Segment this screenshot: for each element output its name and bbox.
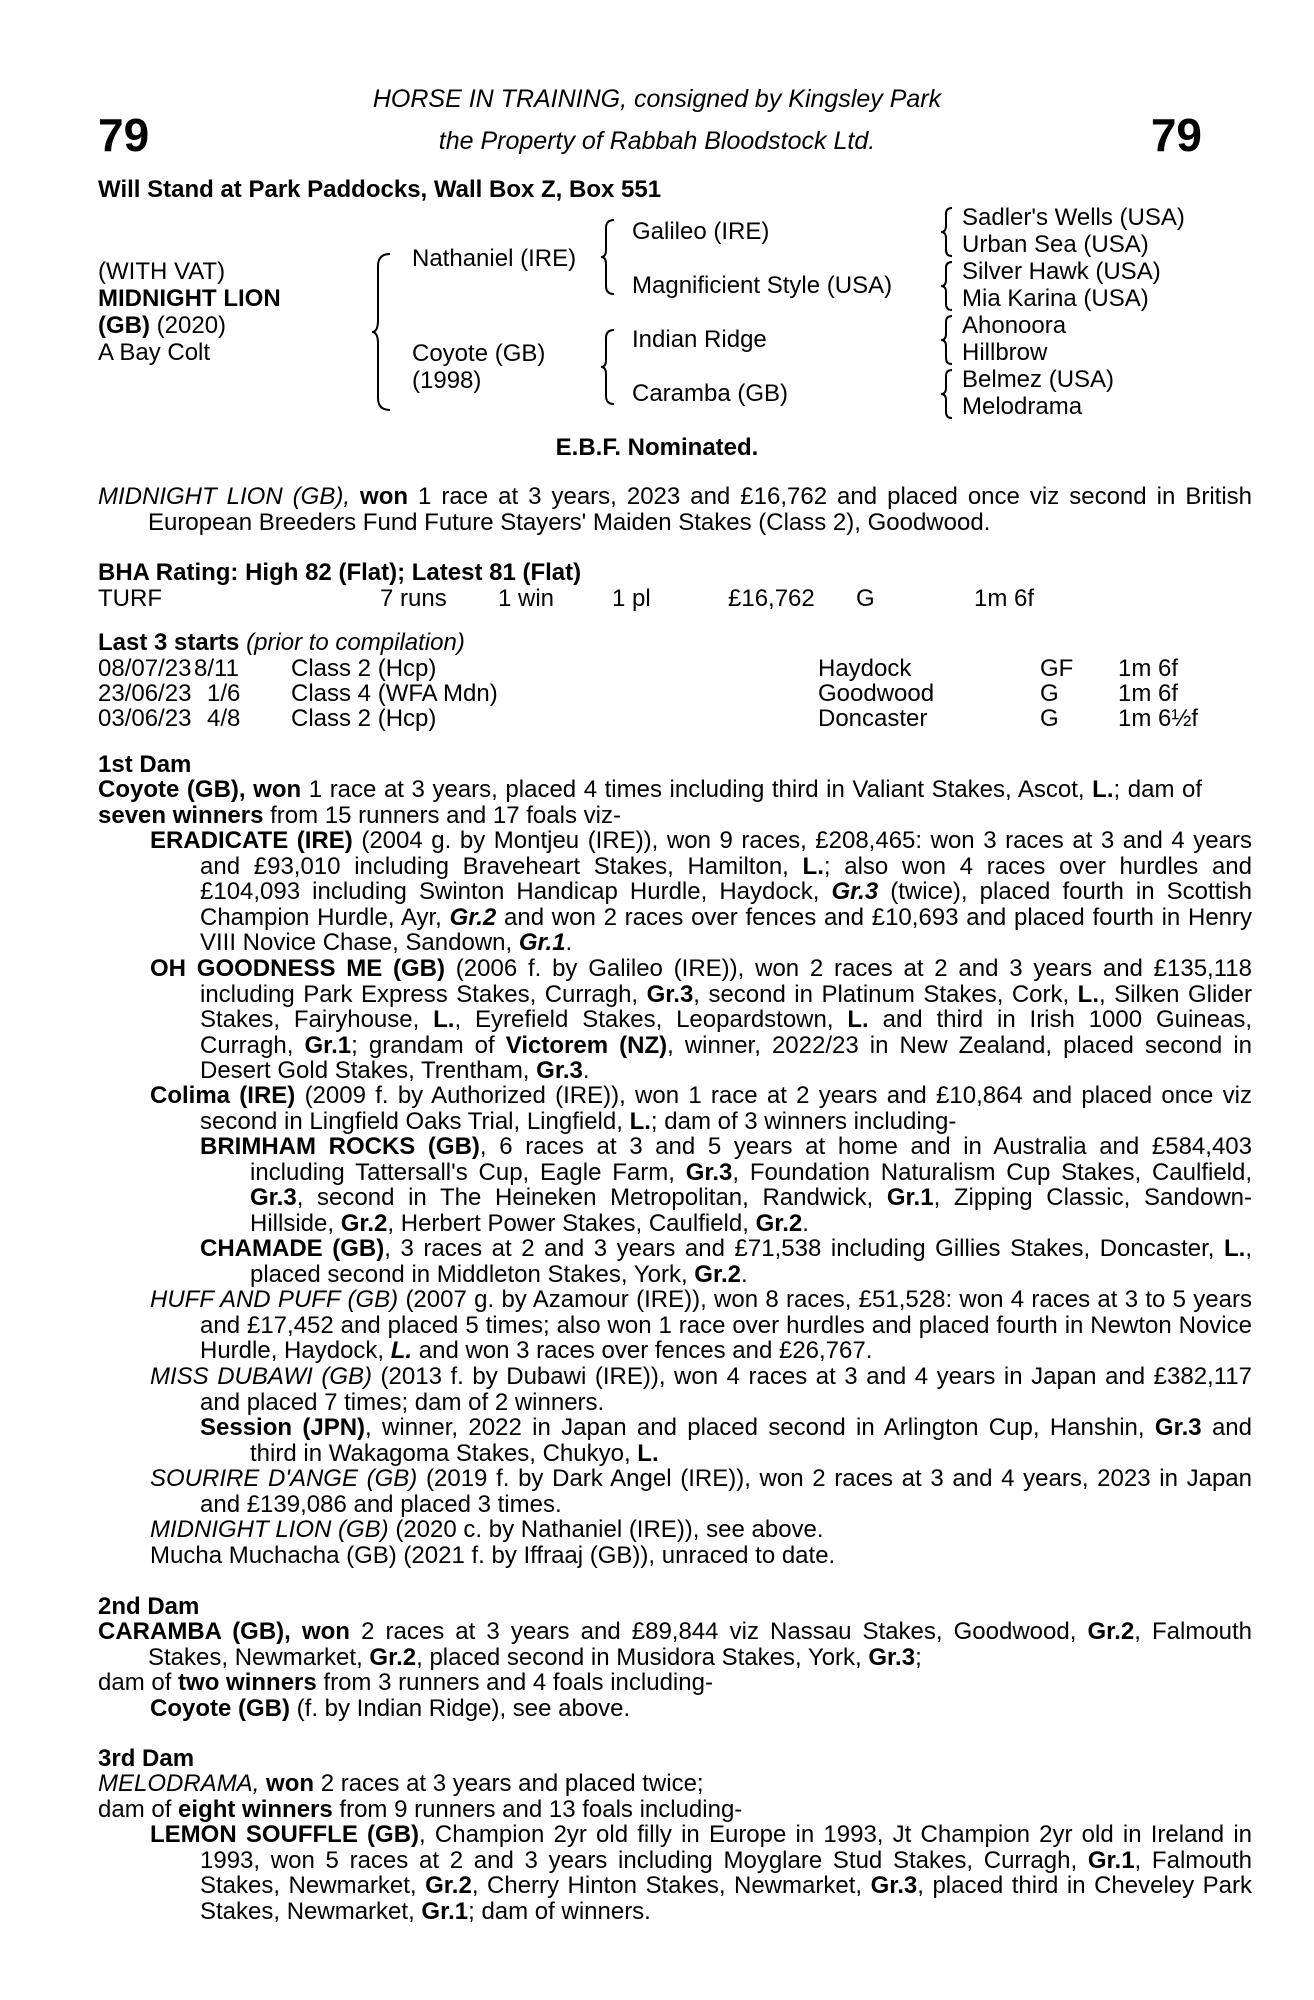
consignor-line: HORSE IN TRAINING, consigned by Kingsley Park (372, 85, 942, 113)
progeny-oh-goodness-me: OH GOODNESS ME (GB) (2006 f. by Galileo (IRE)), won 2 races at 2 and 3 years and £135,118 including Park Express Stakes, Curragh, Gr.3, second in Platinum Stakes, Cork, L., Silken Glider Stakes, Fairyhouse, L., Eyrefield Stakes, Leopardstown, L. and third in Irish 1000 Guineas, Curragh, Gr.1; grandam of Victorem (NZ), winner, 2022/23 in New Zealand, placed second in Desert Gold Stakes, Trentham, Gr.3. (150, 955, 1253, 1084)
bha-rating-title: BHA Rating: High 82 (Flat); Latest 81 (Flat) (98, 559, 582, 586)
ancestor-6: Hillbrow (962, 339, 1048, 366)
sire-sire: Galileo (IRE) (632, 218, 770, 245)
progeny-midnight-lion: MIDNIGHT LION (GB) (2020 c. by Nathaniel (IRE)), see above. (150, 1516, 824, 1543)
first-dam-text: Coyote (GB), won 1 race at 3 years, placed 4 times including third in Valiant Stakes, Ascot, L.; dam of seven winners from 15 runners and 17 foals viz- (98, 776, 1203, 829)
brace-g2 (940, 260, 954, 312)
turf-record: TURF 7 runs 1 win 1 pl £16,762 G 1m 6f (98, 585, 1035, 612)
progeny-huff-and-puff: HUFF AND PUFF (GB) (2007 g. by Azamour (IRE)), won 8 races, £51,528: won 4 races at 3 to 5 years and £17,452 and placed 5 times; also won 1 race over hurdles and placed fourth in Newton Novice Hurdle, Haydock, L. and won 3 races over fences and £26,767. (150, 1286, 1252, 1364)
brace-sire (600, 218, 616, 296)
grandprogeny-brimham-rocks: BRIMHAM ROCKS (GB), 6 races at 3 and 5 years at home and in Australia and £584,403 including Tattersall's Cup, Eagle Farm, Gr.3, Foundation Naturalism Cup Stakes, Caulfield, Gr.3, second in The Heineken Metropolitan, Randwick, Gr.1, Zipping Classic, Sandown-Hillside, Gr.2, Herbert Power Stakes, Caulfield, Gr.2. (200, 1133, 1253, 1237)
brace-g4 (940, 368, 954, 420)
progeny-miss-dubawi: MISS DUBAWI (GB) (2013 f. by Dubawi (IRE)), won 4 races at 3 and 4 years in Japan and £382,117 and placed 7 times; dam of 2 winners. (150, 1363, 1252, 1416)
brace-g3 (940, 314, 954, 366)
grandprogeny-chamade: CHAMADE (GB), 3 races at 2 and 3 years and £71,538 including Gillies Stakes, Doncaster, L., placed second in Middleton Stakes, York, Gr.2. (200, 1235, 1253, 1288)
third-dam-heading: 3rd Dam (98, 1745, 195, 1772)
brace-g1 (940, 206, 954, 258)
ancestor-4: Mia Karina (USA) (962, 285, 1149, 312)
progeny-colima: Colima (IRE) (2009 f. by Authorized (IRE)), won 1 race at 2 years and £10,864 and placed once viz second in Lingfield Oaks Trial, Lingfield, L.; dam of 3 winners including- (150, 1082, 1253, 1135)
dam-dam: Caramba (GB) (632, 380, 789, 407)
ebf-nominated: E.B.F. Nominated. (555, 434, 759, 461)
start-row-2: 23/06/23 1/6 Class 4 (WFA Mdn) Goodwood G 1m 6f (98, 680, 1179, 707)
progeny-eradicate: ERADICATE (IRE) (2004 g. by Montjeu (IRE)), won 9 races, £208,465: won 3 races at 3 and 4 years and £93,010 including Braveheart Stakes, Hamilton, L.; also won 4 races over hurdles and £104,093 including Swinton Handicap Hurdle, Haydock, Gr.3 (twice), placed fourth in Scottish Champion Hurdle, Ayr, Gr.2 and won 2 races over fences and £10,693 and placed fourth in Henry VIII Novice Chase, Sandown, Gr.1. (150, 827, 1253, 956)
ancestor-5: Ahonoora (962, 312, 1067, 339)
stand-location: Will Stand at Park Paddocks, Wall Box Z, Box 551 (98, 176, 662, 203)
second-dam-coyote: Coyote (GB) (f. by Indian Ridge), see above. (150, 1695, 631, 1722)
ancestor-2: Urban Sea (USA) (962, 231, 1149, 258)
ancestor-8: Melodrama (962, 393, 1083, 420)
horse-year: (2020) (156, 312, 227, 339)
sire-dam: Magnificient Style (USA) (632, 272, 893, 299)
start-row-3: 03/06/23 4/8 Class 2 (Hcp) Doncaster G 1m 6½f (98, 705, 1199, 732)
ancestor-7: Belmez (USA) (962, 366, 1115, 393)
brace-dam (600, 328, 616, 406)
sire: Nathaniel (IRE) (412, 245, 577, 272)
progeny-sourire-dange: SOURIRE D'ANGE (GB) (2019 f. by Dark Angel (IRE)), won 2 races at 3 and 4 years, 2023 in Japan and £139,086 and placed 3 times. (150, 1465, 1252, 1518)
horse-description: A Bay Colt (98, 339, 211, 366)
progeny-mucha-muchacha: Mucha Muchacha (GB) (2021 f. by Iffraaj (GB)), unraced to date. (150, 1542, 836, 1569)
second-dam-heading: 2nd Dam (98, 1593, 200, 1620)
ancestor-1: Sadler's Wells (USA) (962, 204, 1185, 231)
brace-main (370, 252, 392, 412)
dam: Coyote (GB) (412, 340, 546, 367)
lot-number-left: 79 (98, 109, 150, 161)
third-dam-text: MELODRAMA, won 2 races at 3 years and placed twice; (98, 1770, 704, 1797)
grandprogeny-session: Session (JPN), winner, 2022 in Japan and placed second in Arlington Cup, Hanshin, Gr.3 and third in Wakagoma Stakes, Chukyo, L. (200, 1414, 1252, 1467)
vat-note: (WITH VAT) (98, 258, 226, 285)
horse-name: MIDNIGHT LION (98, 285, 281, 312)
second-dam-produce: dam of two winners from 3 runners and 4 foals including- (98, 1669, 713, 1696)
last-starts-title: Last 3 starts (prior to compilation) (98, 629, 465, 656)
dam-year: (1998) (412, 367, 482, 394)
ancestor-3: Silver Hawk (USA) (962, 258, 1161, 285)
start-row-1: 08/07/23 8/11 Class 2 (Hcp) Haydock GF 1m 6f (98, 655, 1179, 682)
third-dam-produce: dam of eight winners from 9 runners and 13 foals including- (98, 1796, 743, 1823)
second-dam-text: CARAMBA (GB), won 2 races at 3 years and £89,844 viz Nassau Stakes, Goodwood, Gr.2, Falmouth Stakes, Newmarket, Gr.2, placed second in Musidora Stakes, York, Gr.3; (98, 1618, 1253, 1671)
race-summary: MIDNIGHT LION (GB), won 1 race at 3 years, 2023 and £16,762 and placed once viz second in British European Breeders Fund Future Stayers' Maiden Stakes (Class 2), Goodwood. (98, 483, 1252, 536)
progeny-lemon-souffle: LEMON SOUFFLE (GB), Champion 2yr old filly in Europe in 1993, Jt Champion 2yr old in Ireland in 1993, won 5 races at 2 and 3 years including Moyglare Stud Stakes, Curragh, Gr.1, Falmouth Stakes, Newmarket, Gr.2, Cherry Hinton Stakes, Newmarket, Gr.3, placed third in Cheveley Park Stakes, Newmarket, Gr.1; dam of winners. (150, 1821, 1253, 1925)
dam-sire: Indian Ridge (632, 326, 767, 353)
property-line: the Property of Rabbah Bloodstock Ltd. (438, 127, 876, 155)
first-dam-heading: 1st Dam (98, 751, 192, 778)
lot-number-right: 79 (1150, 109, 1202, 161)
horse-country: (GB) (98, 312, 150, 339)
horse-country-year (98, 312, 226, 339)
